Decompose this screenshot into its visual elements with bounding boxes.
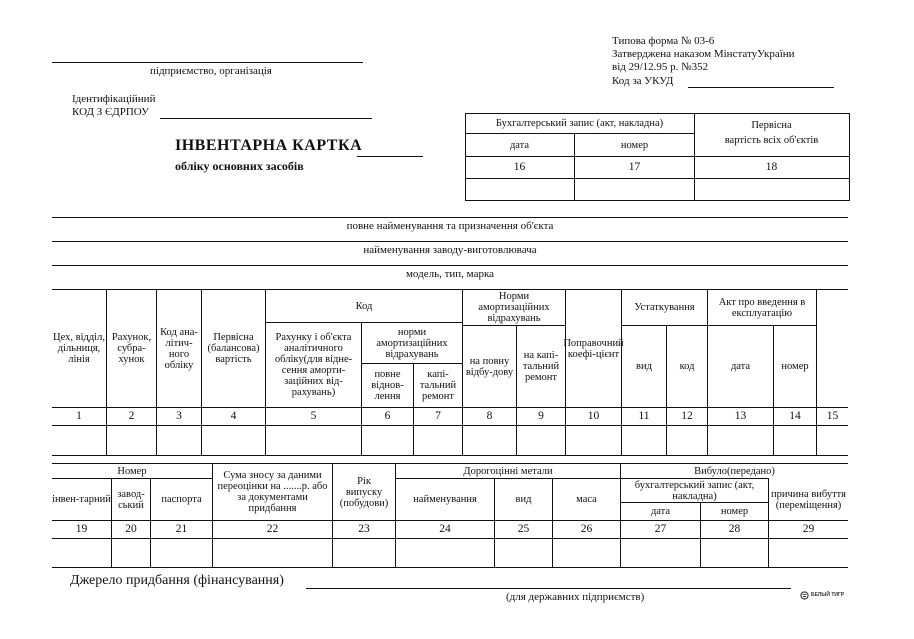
state-enterprise-note: (для державних підприємств): [506, 591, 645, 603]
col-number: 28: [728, 523, 741, 535]
col-header-full-restore: повне віднов-лення: [371, 369, 404, 402]
col-header-capital-repair: капі-тальний ремонт: [419, 369, 457, 402]
acct-date-header: дата: [509, 139, 530, 151]
col-header-metal-name: найменування: [413, 494, 477, 505]
col-header-disposal-number: номер: [720, 506, 749, 517]
col-number: 24: [439, 523, 451, 535]
col-header-disposed: Вибуло(передано): [694, 465, 775, 477]
approved-by: Затверджена наказом МінстатуУкраїни: [612, 48, 795, 60]
col-header-norms: норми амортизаційних відрахувань: [376, 326, 448, 360]
col-number: 29: [802, 523, 815, 535]
tiger-icon: [800, 591, 809, 600]
col-number: 3: [176, 410, 182, 422]
col-number: 25: [517, 523, 530, 535]
col-number: 11: [638, 410, 650, 422]
funding-source-label: Джерело придбання (фінансування): [70, 573, 284, 588]
col-header-norms-2: Норми амортизаційних відрахувань: [478, 291, 550, 324]
col-header-disposal-date: дата: [650, 506, 671, 517]
col-header-metal-mass: маса: [576, 494, 597, 505]
col-header-act-date: дата: [730, 361, 751, 372]
approval-date: від 29/12.95 р. №352: [612, 61, 709, 73]
col-number: 21: [175, 523, 188, 535]
col-number: 6: [384, 410, 391, 422]
col-number: 15: [826, 410, 839, 422]
ukud-code-label: Код за УКУД: [612, 75, 674, 87]
acct-number-header: номер: [620, 139, 649, 151]
col-number: 12: [681, 410, 693, 422]
col-number: 4: [230, 410, 237, 422]
col-header-precious-metals: Дорогоцінні метали: [463, 465, 553, 477]
col-header-factory: завод-ський: [117, 488, 145, 511]
enterprise-label: підприємство, організація: [150, 65, 272, 77]
col-header-full-rebuild: на повну відбу-дову: [465, 355, 514, 378]
brand-logo: БЕЛЫЙ ТИГР: [800, 590, 848, 600]
col-header-analytic-account: Рахунку і об'єкта аналітичного обліку(для відне-сення аморти-заційних від-рахувань): [274, 332, 353, 398]
col-number: 19: [75, 523, 88, 535]
col-number: 23: [358, 523, 370, 535]
ident-label-2: КОД З ЄДРПОУ: [72, 106, 149, 118]
col-header-number-group: Номер: [117, 465, 147, 477]
col-header-correction: Поправочний коефі-цієнт: [563, 337, 624, 360]
col-header-passport: паспорта: [161, 494, 202, 505]
col-number: 1: [76, 410, 82, 422]
col-header-eq-code: код: [679, 361, 695, 372]
col-header-disposal-record: бухгалтерський запис (акт, накладна): [634, 479, 755, 502]
form-number: Типова форма № 03-6: [612, 35, 715, 47]
col-header-shop: Цех, відділ, дільниця, лінія: [53, 332, 105, 365]
col-number: 20: [125, 523, 137, 535]
col-number: 17: [628, 161, 641, 173]
col-number: 8: [486, 410, 493, 422]
col-number: 13: [734, 410, 747, 422]
col-header-metal-type: вид: [515, 494, 532, 505]
col-header-type: вид: [636, 361, 652, 372]
acct-initial-label-2: вартість всіх об'єктів: [724, 135, 819, 146]
acct-initial-label-1: Первісна: [751, 120, 792, 131]
col-header-year: Рік випуску (побудови): [339, 475, 389, 509]
page-title: ІНВЕНТАРНА КАРТКА: [175, 137, 363, 154]
col-number: 10: [587, 410, 600, 422]
col-number: 9: [538, 410, 544, 422]
col-number: 26: [580, 523, 593, 535]
col-number: 7: [435, 410, 441, 422]
col-number: 14: [789, 410, 801, 422]
col-header-equipment: Устаткування: [634, 302, 695, 313]
col-header-depreciation-sum: Сума зносу за даними переоцінки на .......р. або за документами придбання: [217, 470, 328, 514]
col-header-analytic-code: Код ана-літич-ного обліку: [160, 326, 198, 371]
col-header-inventory: інвен-тарний: [52, 494, 111, 505]
col-number: 5: [310, 410, 317, 422]
col-number: 16: [513, 161, 526, 173]
col-number: 18: [765, 161, 778, 173]
col-header-account: Рахунок, субра-хунок: [111, 332, 152, 365]
acct-record-header: Бухгалтерський запис (акт, накладна): [495, 118, 664, 129]
col-number: 22: [266, 523, 279, 535]
col-number: 27: [654, 523, 667, 535]
col-header-act-number: номер: [781, 361, 809, 372]
col-header-code: Код: [355, 300, 373, 312]
col-number: 2: [128, 410, 135, 422]
full-name-caption: повне найменування та призначення об'єкта: [346, 220, 554, 232]
col-header-capital-repair-2: на капі-тальний ремонт: [522, 350, 560, 383]
col-header-commission-act: Акт про введення в експлуатацію: [718, 296, 806, 319]
manufacturer-caption: найменування заводу-виготовлювача: [363, 244, 537, 256]
ident-label-1: Ідентифікаційний: [72, 93, 156, 105]
col-header-disposal-reason: причина вибуття (переміщення): [771, 488, 846, 511]
page-subtitle: обліку основних засобів: [175, 159, 304, 173]
model-caption: модель, тип, марка: [405, 268, 495, 280]
col-header-initial-value: Первісна (балансова) вартість: [207, 332, 260, 365]
